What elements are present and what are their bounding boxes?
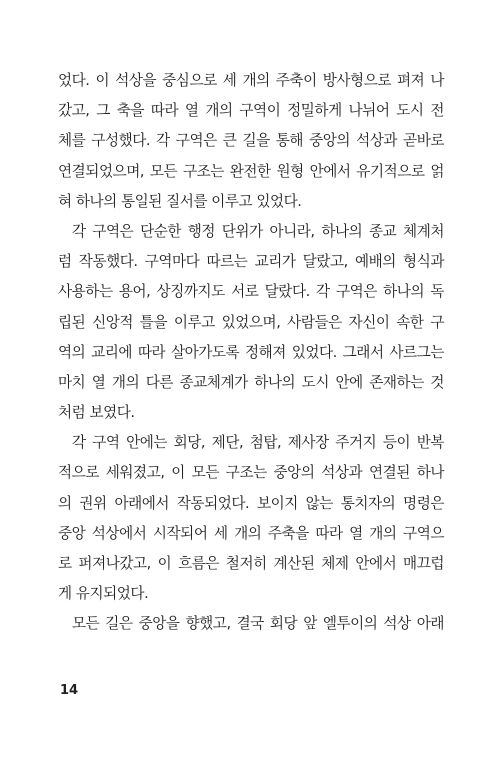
- text-line: 의 권위 아래에서 작동되었다. 보이지 않는 통치자의 명령은: [58, 494, 444, 512]
- text-line: 각 구역 안에는 회당, 제단, 첨탑, 제사장 주거지 등이 반복: [72, 434, 444, 452]
- text-line: 각 구역은 단순한 행정 단위가 아니라, 하나의 종교 체계처: [72, 222, 444, 240]
- text-line: 사용하는 용어, 상징까지도 서로 달랐다. 각 구역은 하나의 독: [58, 283, 444, 301]
- text-line: 게 유지되었다.: [58, 585, 149, 603]
- text-line: 럼 작동했다. 구역마다 따르는 교리가 달랐고, 예배의 형식과: [58, 253, 444, 271]
- text-line: 혀 하나의 통일된 질서를 이루고 있었다.: [58, 192, 302, 210]
- text-line: 적으로 세워졌고, 이 모든 구조는 중앙의 석상과 연결된 하나: [58, 464, 444, 482]
- text-line: 모든 길은 중앙을 향했고, 결국 회당 앞 엘투이의 석상 아래: [72, 615, 444, 633]
- text-line: 로 퍼져나갔고, 이 흐름은 철저히 계산된 체제 안에서 매끄럽: [58, 555, 444, 572]
- text-line: 중앙 석상에서 시작되어 세 개의 주축을 따라 열 개의 구역으: [58, 524, 444, 542]
- text-line: 었다. 이 석상을 중심으로 세 개의 주축이 방사형으로 펴져 나: [58, 72, 444, 89]
- text-line: 역의 교리에 따라 살아가도록 정해져 있었다. 그래서 사르그는: [58, 343, 444, 361]
- text-line: 체를 구성했다. 각 구역은 큰 길을 통해 중앙의 석상과 곧바로: [58, 132, 444, 150]
- body-text: [58, 66, 444, 640]
- text-line: 처럼 보였다.: [58, 404, 135, 422]
- page-number: 14: [60, 683, 79, 698]
- text-line: 립된 신앙적 틀을 이루고 있었으며, 사람들은 자신이 속한 구: [58, 313, 444, 331]
- text-line: 갔고, 그 축을 따라 열 개의 구역이 정밀하게 나뉘어 도시 전: [58, 102, 444, 120]
- text-line: 연결되었으며, 모든 구조는 완전한 원형 안에서 유기적으로 얽: [58, 162, 444, 180]
- text-line: 마치 열 개의 다른 종교체계가 하나의 도시 안에 존재하는 것: [58, 373, 444, 391]
